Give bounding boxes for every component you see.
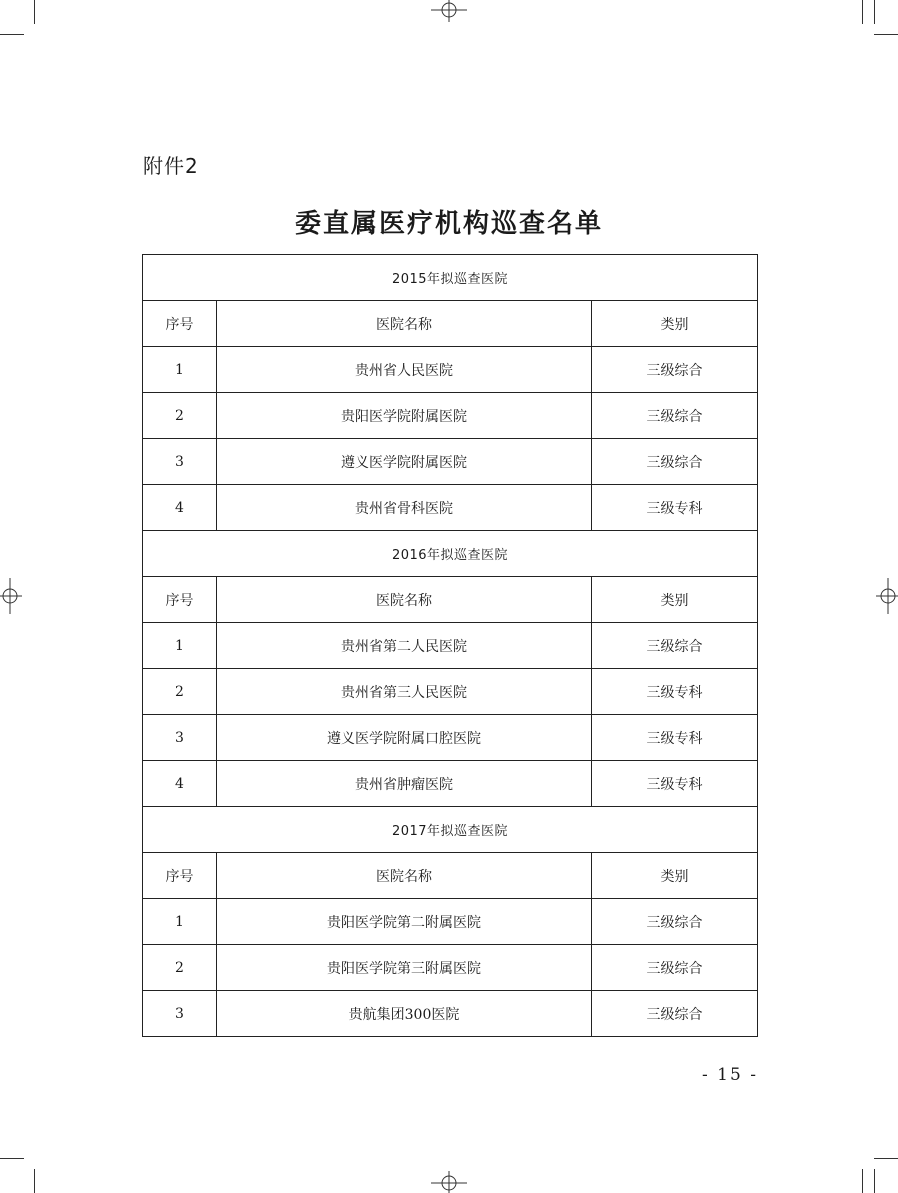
crop-mark-bottom-right-v2 bbox=[874, 1169, 875, 1193]
row-seq: 1 bbox=[143, 899, 217, 945]
row-seq: 2 bbox=[143, 945, 217, 991]
row-name: 贵州省第二人民医院 bbox=[217, 623, 592, 669]
row-name: 贵航集团300医院 bbox=[217, 991, 592, 1037]
row-seq: 3 bbox=[143, 439, 217, 485]
crop-mark-top-right-v bbox=[862, 0, 863, 24]
row-category: 三级综合 bbox=[592, 991, 758, 1037]
table-header-row bbox=[143, 853, 758, 899]
table-row bbox=[143, 623, 758, 669]
row-seq: 3 bbox=[143, 991, 217, 1037]
row-seq: 1 bbox=[143, 623, 217, 669]
row-name: 遵义医学院附属医院 bbox=[217, 439, 592, 485]
section-year-label: 2015年拟巡查医院 bbox=[143, 255, 758, 301]
attachment-label: 附件2 bbox=[143, 154, 199, 178]
row-category: 三级综合 bbox=[592, 393, 758, 439]
registration-mark-left bbox=[0, 578, 22, 614]
table-row bbox=[143, 899, 758, 945]
row-seq: 4 bbox=[143, 485, 217, 531]
row-category: 三级专科 bbox=[592, 485, 758, 531]
row-name: 贵州省人民医院 bbox=[217, 347, 592, 393]
row-seq: 1 bbox=[143, 347, 217, 393]
section-year-row bbox=[143, 807, 758, 853]
table-header-row bbox=[143, 577, 758, 623]
document-title: 委直属医疗机构巡查名单 bbox=[294, 209, 603, 239]
row-category: 三级专科 bbox=[592, 761, 758, 807]
crop-mark-top-left-h bbox=[0, 34, 24, 35]
section-year-label: 2016年拟巡查医院 bbox=[143, 531, 758, 577]
section-year-label: 2017年拟巡查医院 bbox=[143, 807, 758, 853]
page-number: - 15 - bbox=[702, 1065, 758, 1085]
row-seq: 4 bbox=[143, 761, 217, 807]
crop-mark-bottom-right-h bbox=[874, 1158, 898, 1159]
row-name: 贵阳医学院附属医院 bbox=[217, 393, 592, 439]
row-category: 三级综合 bbox=[592, 347, 758, 393]
row-seq: 2 bbox=[143, 393, 217, 439]
header-category: 类别 bbox=[592, 301, 758, 347]
row-name: 遵义医学院附属口腔医院 bbox=[217, 715, 592, 761]
table-row bbox=[143, 485, 758, 531]
section-year-row bbox=[143, 255, 758, 301]
row-name: 贵州省第三人民医院 bbox=[217, 669, 592, 715]
crop-mark-bottom-left-v bbox=[34, 1169, 35, 1193]
crop-mark-top-right-h bbox=[874, 34, 898, 35]
row-category: 三级综合 bbox=[592, 439, 758, 485]
header-seq: 序号 bbox=[143, 301, 217, 347]
crop-mark-bottom-left-h bbox=[0, 1158, 24, 1159]
table-row bbox=[143, 715, 758, 761]
row-category: 三级综合 bbox=[592, 945, 758, 991]
table-row bbox=[143, 761, 758, 807]
inspection-roster-table bbox=[142, 254, 758, 1037]
row-category: 三级专科 bbox=[592, 669, 758, 715]
registration-mark-bottom bbox=[431, 1171, 467, 1193]
row-category: 三级综合 bbox=[592, 899, 758, 945]
row-category: 三级专科 bbox=[592, 715, 758, 761]
table-row bbox=[143, 439, 758, 485]
table-row bbox=[143, 669, 758, 715]
header-name: 医院名称 bbox=[217, 853, 592, 899]
table-row bbox=[143, 393, 758, 439]
header-category: 类别 bbox=[592, 853, 758, 899]
row-name: 贵阳医学院第三附属医院 bbox=[217, 945, 592, 991]
crop-mark-top-left-v bbox=[34, 0, 35, 24]
row-seq: 3 bbox=[143, 715, 217, 761]
registration-mark-right bbox=[876, 578, 898, 614]
crop-mark-top-right-v2 bbox=[874, 0, 875, 24]
row-name: 贵州省骨科医院 bbox=[217, 485, 592, 531]
row-seq: 2 bbox=[143, 669, 217, 715]
header-category: 类别 bbox=[592, 577, 758, 623]
table-row bbox=[143, 991, 758, 1037]
table-row bbox=[143, 347, 758, 393]
row-category: 三级综合 bbox=[592, 623, 758, 669]
row-name: 贵阳医学院第二附属医院 bbox=[217, 899, 592, 945]
table-header-row bbox=[143, 301, 758, 347]
header-seq: 序号 bbox=[143, 577, 217, 623]
row-name: 贵州省肿瘤医院 bbox=[217, 761, 592, 807]
table-row bbox=[143, 945, 758, 991]
section-year-row bbox=[143, 531, 758, 577]
registration-mark-top bbox=[431, 0, 467, 22]
header-name: 医院名称 bbox=[217, 577, 592, 623]
header-name: 医院名称 bbox=[217, 301, 592, 347]
crop-mark-bottom-right-v bbox=[862, 1169, 863, 1193]
header-seq: 序号 bbox=[143, 853, 217, 899]
